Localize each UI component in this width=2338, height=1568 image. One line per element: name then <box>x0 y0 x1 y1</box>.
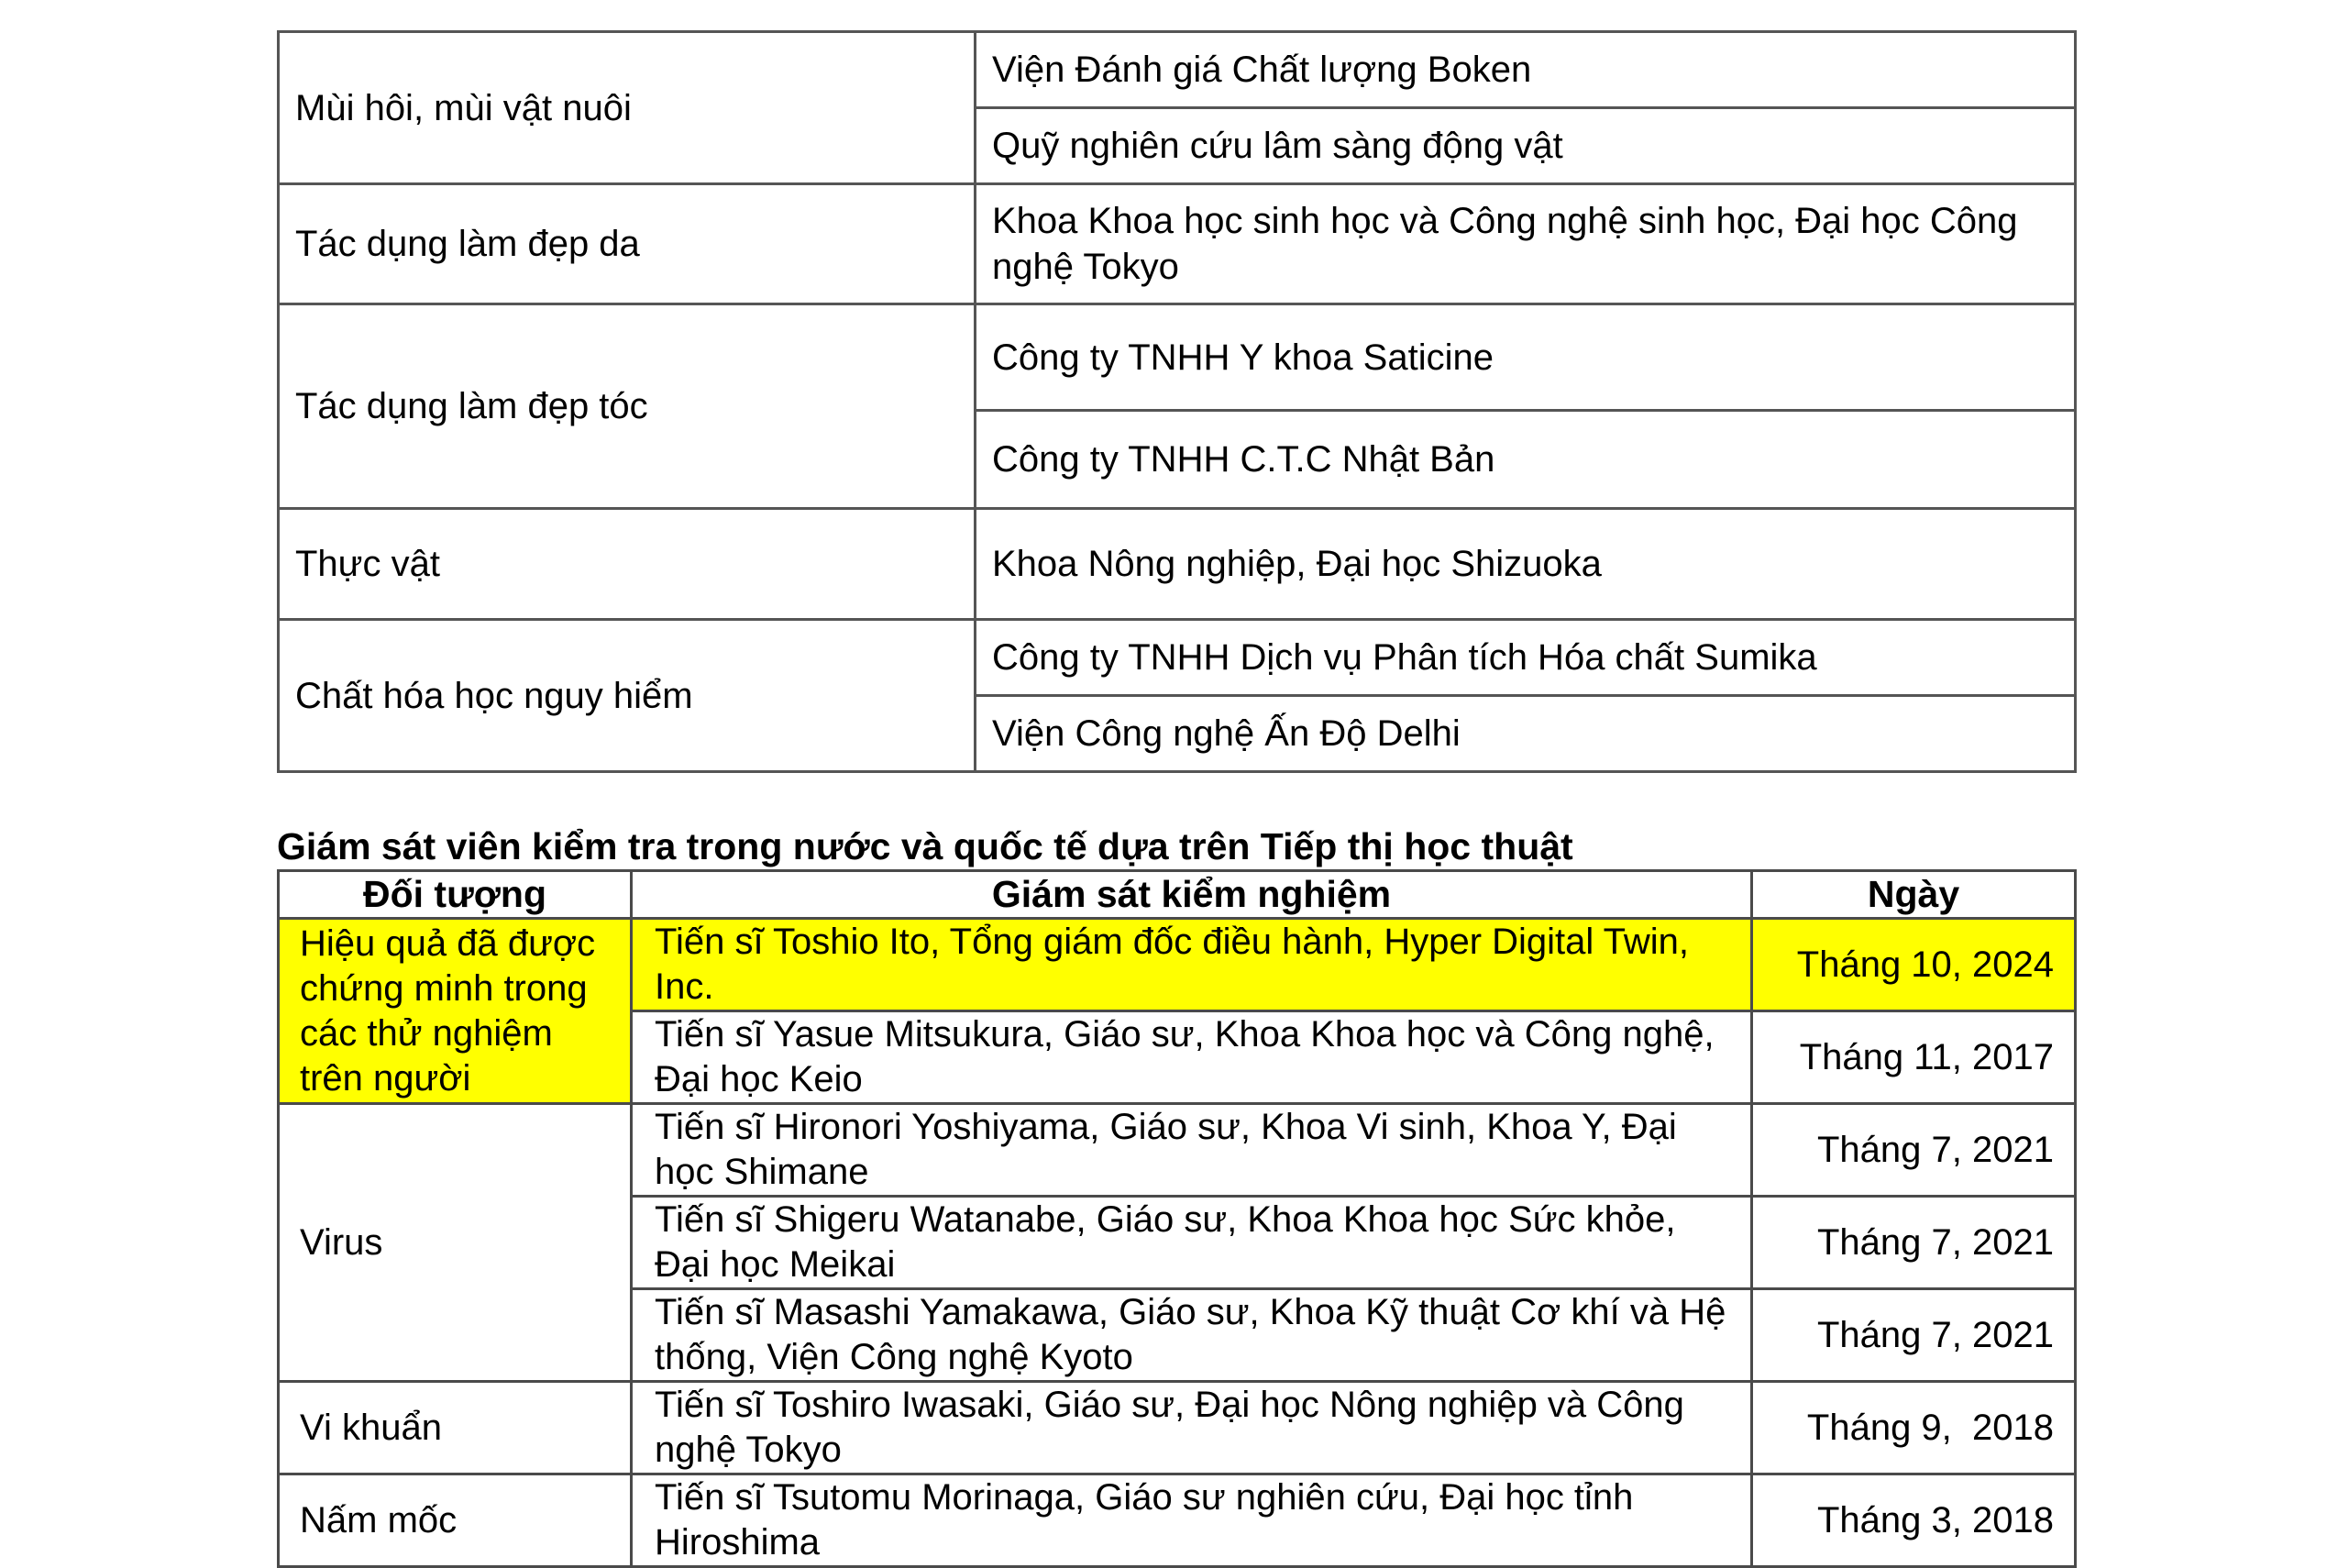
table-row <box>279 1474 2076 1567</box>
subject-cell: Hiệu quả đã được chứng minh trong các thử nghiệm trên người <box>279 919 632 1104</box>
date-cell: Tháng 11, 2017 <box>1752 1011 2076 1104</box>
subject-cell: Nấm mốc <box>279 1474 632 1567</box>
category-cell: Tác dụng làm đẹp tóc <box>279 304 976 509</box>
date-cell: Tháng 7, 2021 <box>1752 1289 2076 1382</box>
organization-cell: Công ty TNHH C.T.C Nhật Bản <box>976 411 2076 509</box>
testing-institutions-table <box>277 30 2077 773</box>
table-row <box>279 919 2076 1011</box>
category-cell: Mùi hôi, mùi vật nuôi <box>279 32 976 184</box>
organization-cell: Công ty TNHH Dịch vụ Phân tích Hóa chất Sumika <box>976 620 2076 696</box>
date-cell: Tháng 3, 2018 <box>1752 1474 2076 1567</box>
organization-cell: Quỹ nghiên cứu lâm sàng động vật <box>976 108 2076 184</box>
category-cell: Thực vật <box>279 509 976 620</box>
column-header-date: Ngày <box>1752 871 2076 919</box>
subject-cell: Virus <box>279 1104 632 1382</box>
supervisor-cell: Tiến sĩ Shigeru Watanabe, Giáo sư, Khoa Khoa học Sức khỏe, Đại học Meikai <box>632 1197 1752 1289</box>
column-header-subject: Đối tượng <box>279 871 632 919</box>
table-row <box>279 184 2076 304</box>
supervisor-cell: Tiến sĩ Masashi Yamakawa, Giáo sư, Khoa Kỹ thuật Cơ khí và Hệ thống, Viện Công nghệ Kyoto <box>632 1289 1752 1382</box>
date-cell: Tháng 10, 2024 <box>1752 919 2076 1011</box>
supervisors-table <box>277 869 2077 1568</box>
table-row <box>279 32 2076 108</box>
column-header-supervisor: Giám sát kiểm nghiệm <box>632 871 1752 919</box>
table-row <box>279 1382 2076 1474</box>
category-cell: Chất hóa học nguy hiểm <box>279 620 976 772</box>
category-cell: Tác dụng làm đẹp da <box>279 184 976 304</box>
organization-cell: Khoa Khoa học sinh học và Công nghệ sinh học, Đại học Công nghệ Tokyo <box>976 184 2076 304</box>
table-row <box>279 1104 2076 1197</box>
section-heading: Giám sát viên kiểm tra trong nước và quốc tế dựa trên Tiếp thị học thuật <box>277 825 1573 867</box>
supervisor-cell: Tiến sĩ Hironori Yoshiyama, Giáo sư, Khoa Vi sinh, Khoa Y, Đại học Shimane <box>632 1104 1752 1197</box>
date-cell: Tháng 9, 2018 <box>1752 1382 2076 1474</box>
date-cell: Tháng 7, 2021 <box>1752 1104 2076 1197</box>
table-row <box>279 509 2076 620</box>
table-row <box>279 620 2076 696</box>
supervisor-cell: Tiến sĩ Yasue Mitsukura, Giáo sư, Khoa Khoa học và Công nghệ, Đại học Keio <box>632 1011 1752 1104</box>
date-cell: Tháng 7, 2021 <box>1752 1197 2076 1289</box>
supervisor-cell: Tiến sĩ Tsutomu Morinaga, Giáo sư nghiên cứu, Đại học tỉnh Hiroshima <box>632 1474 1752 1567</box>
supervisor-cell: Tiến sĩ Toshio Ito, Tổng giám đốc điều hành, Hyper Digital Twin, Inc. <box>632 919 1752 1011</box>
subject-cell: Vi khuẩn <box>279 1382 632 1474</box>
organization-cell: Khoa Nông nghiệp, Đại học Shizuoka <box>976 509 2076 620</box>
table-header-row <box>279 871 2076 919</box>
organization-cell: Viện Đánh giá Chất lượng Boken <box>976 32 2076 108</box>
table-row <box>279 304 2076 411</box>
organization-cell: Công ty TNHH Y khoa Saticine <box>976 304 2076 411</box>
organization-cell: Viện Công nghệ Ấn Độ Delhi <box>976 696 2076 772</box>
supervisor-cell: Tiến sĩ Toshiro Iwasaki, Giáo sư, Đại học Nông nghiệp và Công nghệ Tokyo <box>632 1382 1752 1474</box>
